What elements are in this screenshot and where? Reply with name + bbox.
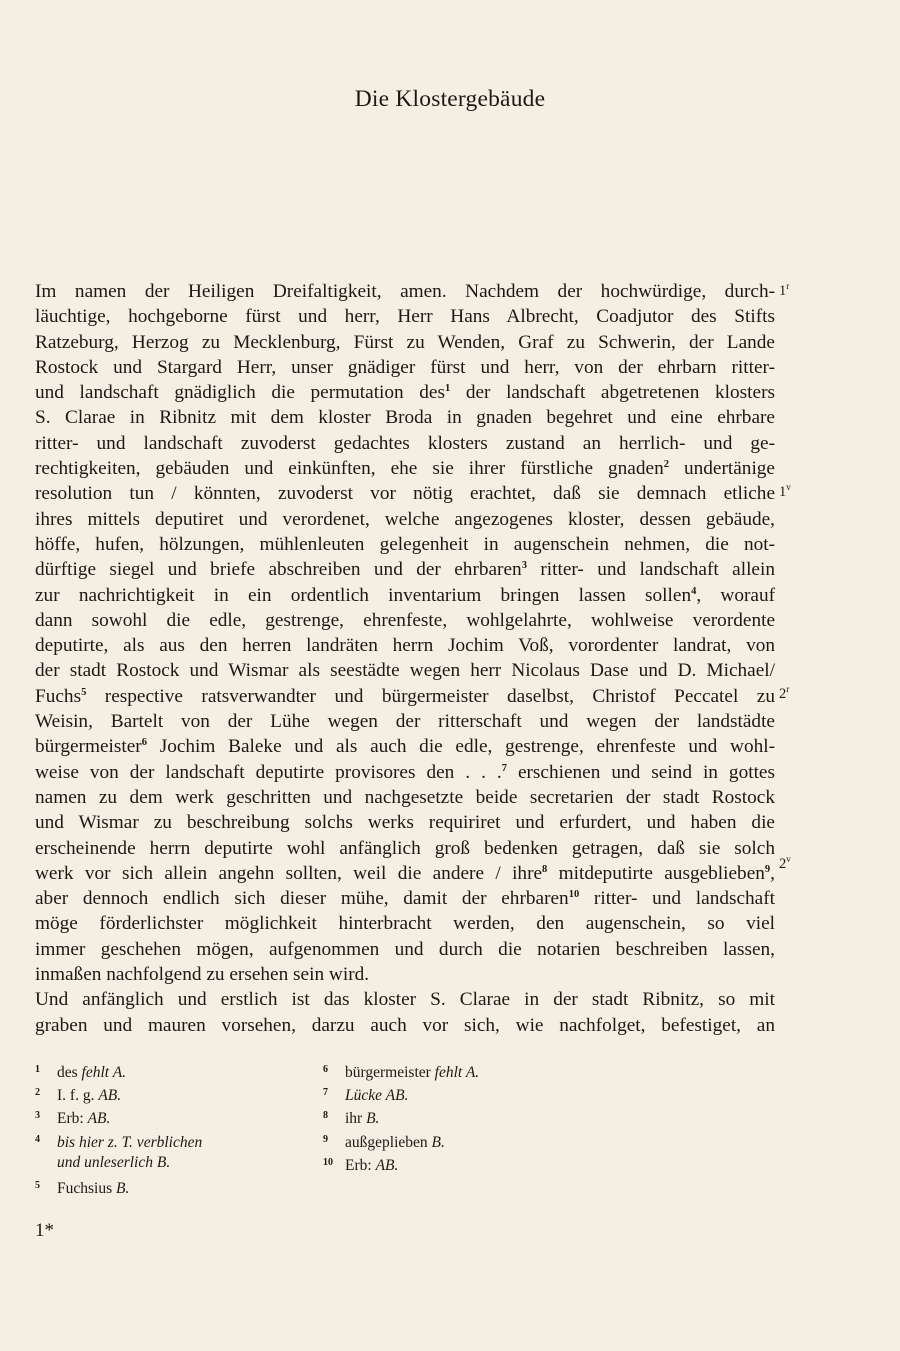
margin-folio-ref: 1$^v$ [779,482,791,500]
text-line [35,380,775,405]
text-line [35,279,775,304]
text-segment: bürgermeister [35,736,142,758]
text-line [35,557,775,582]
footnotes-left-column [35,1058,305,1197]
footnote-emphasis: AB. [87,1110,111,1128]
text-segment: Und anfänglich und erstlich ist das kloster S. Clarae in der stadt Ribnitz, so mit [35,989,775,1011]
footnote-number: 8 [323,1110,328,1122]
footnote-marker: 6 [141,737,147,749]
text-line [35,481,775,506]
text-line [35,456,775,481]
text-segment: erscheinende herrn deputirte wohl anfänglich groß bedenken getragen, daß sie solch [35,837,775,859]
footnote-item [323,1151,583,1174]
text-segment: , worauf [696,584,776,606]
footnote-text: außgeplieben [345,1133,432,1151]
footnote-text: ihr [345,1110,367,1128]
margin-folio-ref: 1$^r$ [779,281,790,299]
text-line [35,633,775,658]
footnote-number: 7 [323,1087,328,1099]
text-segment: immer geschehen mögen, aufgenommen und durch die notarien beschreiben lassen, [35,938,775,960]
text-segment: Fuchs [35,685,82,707]
text-line [35,709,775,734]
text-segment: ihres mittels deputiret und verordenet, welche angezogenes kloster, dessen gebäude, [35,508,775,530]
text-line [35,658,775,683]
footnote-marker: 7 [501,762,507,774]
footnote-emphasis: B. [431,1133,445,1151]
text-segment: namen zu dem werk geschritten und nachgesetzte beide secretarien der stadt Rostock [35,786,775,808]
text-segment: S. Clarae in Ribnitz mit dem kloster Broda in gnaden begehret und eine ehrbare [35,407,775,429]
text-segment: graben und mauren vorsehen, darzu auch vor sich, wie nachfolget, befestiget, an [35,1014,775,1036]
footnote-item [35,1058,305,1081]
text-line [35,405,775,430]
text-segment: Rostock und Stargard Herr, unser gnädiger fürst und herr, von der ehrbarn ritter- [35,356,775,378]
footnote-marker: 3 [521,560,527,572]
body-text [35,279,775,1038]
text-segment: der landschaft abgetretenen klosters [450,382,775,404]
text-line [35,684,775,709]
footnote-emphasis: B. [116,1179,130,1197]
footnote-item [323,1081,583,1104]
text-line [35,431,775,456]
text-line [35,886,775,911]
footnote-number: 6 [323,1064,328,1075]
footnote-item [35,1151,305,1174]
text-segment: Weisin, Bartelt von der Lühe wegen der ritterschaft und wegen der landstädte [35,711,775,733]
footnote-item [323,1128,583,1151]
footnote-item [35,1128,305,1151]
footnote-marker: 2 [663,459,669,471]
text-segment: , [770,862,775,884]
text-segment: dürftige siegel und briefe abschreiben und der ehrbaren [35,559,522,581]
footnote-emphasis: fehlt A. [434,1064,480,1081]
footnote-text: bürgermeister [345,1064,435,1081]
footnote-emphasis: AB. [375,1156,399,1174]
text-line [35,836,775,861]
footnote-number: 10 [323,1156,333,1168]
text-segment: aber dennoch endlich sich dieser mühe, damit der ehrbaren [35,888,569,910]
text-segment: Ratzeburg, Herzog zu Mecklenburg, Fürst zu Wenden, Graf zu Schwerin, der Lande [35,331,775,353]
text-line [35,304,775,329]
text-line [35,734,775,759]
footnote-item [35,1174,305,1197]
text-segment: Im namen der Heiligen Dreifaltigkeit, amen. Nachdem der hochwürdige, durch- [35,281,775,302]
text-segment: ritter- und landschaft [579,888,776,910]
footnote-emphasis: fehlt A. [81,1064,127,1081]
text-segment: mitdeputirte ausgeblieben [547,862,765,884]
text-line [35,785,775,810]
text-segment: undertänige [668,458,775,480]
page-title: Die Klostergebäude [354,86,546,112]
footnote-item [323,1104,583,1127]
footnote-emphasis: B. [366,1110,380,1128]
footnote-item [35,1104,305,1127]
footnote-marker: 4 [691,585,697,597]
text-line [35,987,775,1012]
text-segment: höffe, hufen, hölzungen, mühlenleuten gelegenheit in augenschein nehmen, die not- [35,533,775,555]
text-segment: dann sowohl die edle, gestrenge, ehrenfeste, wohlgelahrte, wohlweise verordente [35,609,775,631]
text-line [35,608,775,633]
text-segment: resolution tun / könnten, zuvoderst vor nötig erachtet, daß sie demnach etliche [35,483,775,505]
text-segment: erschienen und seind in gottes [506,761,775,783]
text-line [35,507,775,532]
text-line [35,583,775,608]
text-segment: ritter- und landschaft allein [526,559,775,581]
text-line [35,911,775,936]
footnote-emphasis: und unleserlich B. [57,1153,171,1171]
footnotes-right-column [323,1058,583,1174]
footnote-marker: 1 [445,383,451,395]
footnote-number: 3 [35,1110,40,1122]
text-line [35,760,775,785]
text-line [35,532,775,557]
footnote-number: 2 [35,1087,40,1099]
text-segment: und Wismar zu beschreibung solchs werks requiriret und erfurdert, und haben die [35,812,775,834]
footnote-emphasis: bis hier z. T. verblichen [57,1133,203,1151]
text-line [35,861,775,886]
text-segment: und landschaft gnädiglich die permutation des [35,382,445,404]
text-segment: deputirte, als aus den herren landräten herrn Jochim Voß, vorordenter landrat, von [35,635,775,657]
text-line [35,937,775,962]
text-segment: rechtigkeiten, gebäuden und einkünften, ehe sie ihrer fürstliche gnaden [35,458,664,480]
text-segment: möge förderlichster möglichkeit hinterbracht werden, den augenschein, so viel [35,913,775,935]
text-line [35,1013,775,1038]
footnote-marker: 10 [568,889,580,901]
text-segment: Jochim Baleke und als auch die edle, gestrenge, ehrenfeste und wohl- [146,736,775,758]
text-segment: zur nachrichtigkeit in ein ordentlich inventarium bringen lassen sollen [35,584,692,606]
footnote-text: des [57,1064,82,1081]
footnote-item [35,1081,305,1104]
text-line [35,810,775,835]
footnote-marker: 8 [542,863,548,875]
footnote-marker: 9 [764,863,771,875]
margin-folio-ref: 2$^v$ [779,854,791,872]
footnote-text: Erb: [57,1110,88,1128]
text-line [35,962,775,987]
text-line [35,330,775,355]
footnote-number: 1 [35,1064,40,1075]
text-segment: weise von der landschaft deputirte provisores den . . . [35,761,502,783]
text-segment: inmaßen nachfolgend zu ersehen sein wird. [35,964,370,986]
footnote-text: Fuchsius [57,1179,116,1197]
text-segment: läuchtige, hochgeborne fürst und herr, Herr Hans Albrecht, Coadjutor des Stifts [35,306,775,328]
margin-folio-ref: 2$^r$ [779,684,790,702]
text-segment: der stadt Rostock und Wismar als seestädte wegen herr Nicolaus Dase und D. Michael/ [35,660,775,682]
sheet-signature: 1* [35,1220,54,1241]
footnote-emphasis: AB. [98,1087,122,1105]
footnote-text: Erb: [345,1156,376,1174]
footnote-number: 4 [35,1133,40,1145]
footnote-marker: 5 [81,686,87,698]
text-segment: werk vor sich allein angehn sollten, weil die andere / ihre [35,862,543,884]
text-line [35,355,775,380]
text-segment: ritter- und landschaft zuvoderst gedachtes klosters zustand an herrlich- und ge- [35,432,775,454]
footnote-item [323,1058,583,1081]
footnote-text: I. f. g. [57,1087,99,1105]
footnote-number: 5 [35,1179,40,1191]
footnote-number: 9 [323,1133,328,1145]
text-segment: respective ratsverwandter und bürgermeister daselbst, Christof Peccatel zu [86,685,775,707]
footnote-emphasis: Lücke AB. [345,1087,409,1105]
